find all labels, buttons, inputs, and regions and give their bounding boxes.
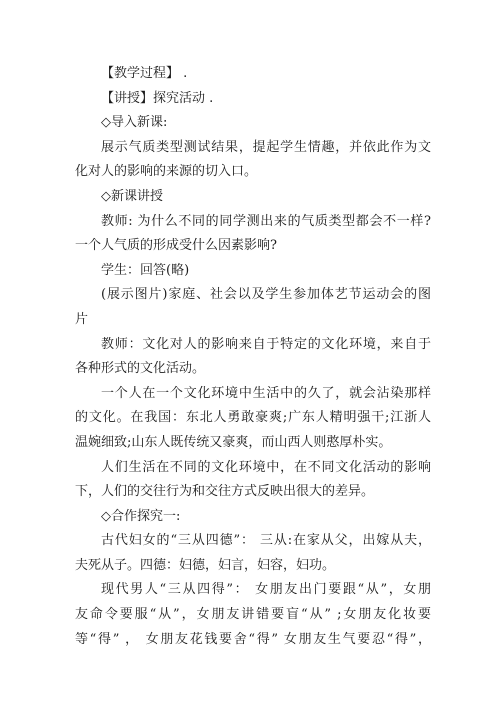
text-line: 夫死从子。四德：妇德，妇言，妇容，妇功。 <box>75 557 336 573</box>
text-line: (展示图片)家庭、社会以及学生参加体艺节运动会的图 <box>101 287 431 303</box>
text-line: ◇新课讲授 <box>101 188 163 204</box>
text-line: 片 <box>75 311 89 327</box>
text-line: ◇合作探究一: <box>101 508 181 524</box>
text-line: 友命令要服“从”，女朋友讲错要盲“从” ;女朋友化妆要 <box>75 607 431 623</box>
text-line: 等“得” ， 女朋友花钱要舍“得” 女朋友生气要忍“得”， <box>75 631 431 647</box>
document-body <box>75 62 431 652</box>
text-line: 【讲授】探究活动 . <box>101 90 214 106</box>
text-line: 教师: 为什么不同的同学测出来的气质类型都会不一样? <box>101 213 431 229</box>
text-line: 各种形式的文化活动。 <box>75 361 206 377</box>
text-line: 下，人们的交往行为和交往方式反映出很大的差异。 <box>75 484 375 500</box>
text-line: 现代男人“三从四得”： 女朋友出门要跟“从”，女朋 <box>101 582 431 598</box>
text-line: 学生：回答(略) <box>101 262 190 278</box>
text-line: 教师：文化对人的影响来自于特定的文化环境，来自于 <box>101 336 431 352</box>
text-line: 化对人的影响的来源的切入口。 <box>75 164 258 180</box>
text-line: 【教学过程】 . <box>101 66 188 81</box>
text-line: 一个人气质的形成受什么因素影响? <box>75 238 277 254</box>
text-line: 一个人在一个文化环境中生活中的久了，就会沾染那样 <box>101 385 431 401</box>
text-line: 人们生活在不同的文化环境中，在不同文化活动的影响 <box>101 459 431 475</box>
text-line: 温婉细致;山东人既传统又豪爽，而山西人则憨厚朴实。 <box>75 434 392 450</box>
text-line: ◇导入新课: <box>101 115 168 131</box>
text-line: 的文化。在我国：东北人勇敢豪爽;广东人精明强干;江浙人 <box>75 410 431 426</box>
text-line: 古代妇女的“三从四德”： 三从:在家从父，出嫁从夫， <box>101 533 431 549</box>
text-line: 展示气质类型测试结果，提起学生情趣，并依此作为文 <box>101 139 431 155</box>
